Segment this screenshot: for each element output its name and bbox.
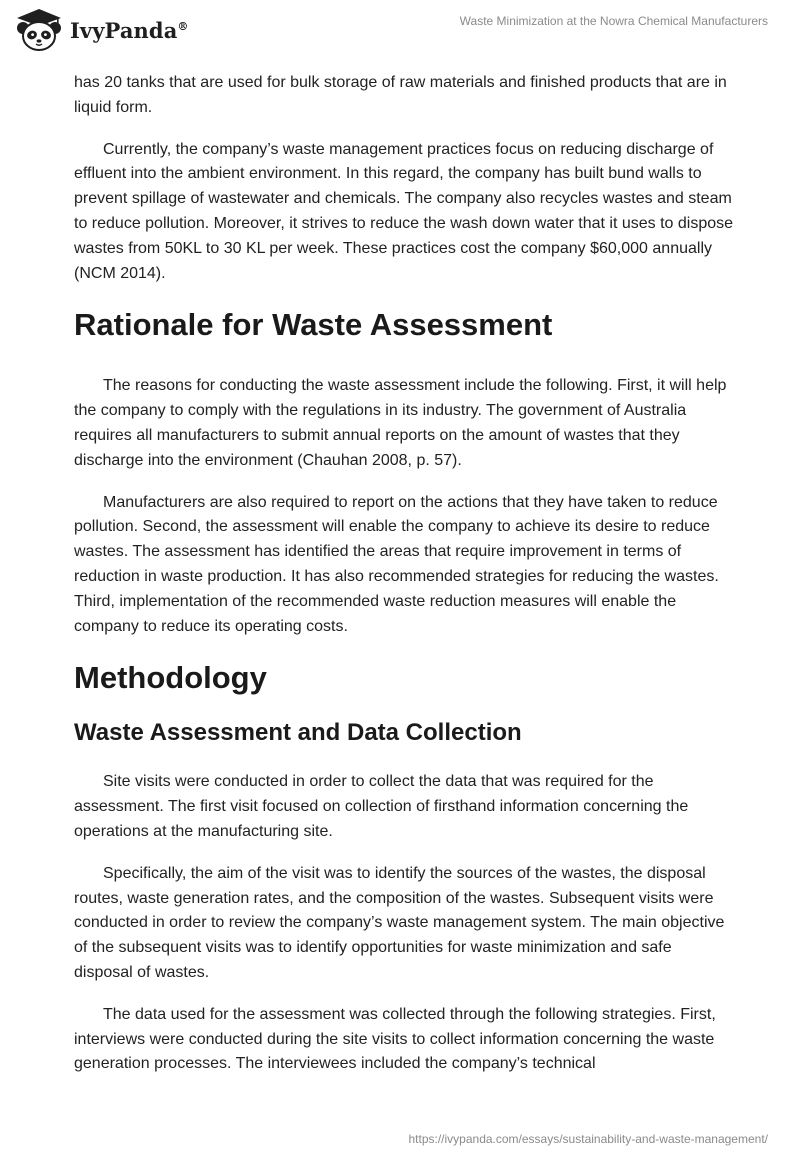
ivypanda-logo[interactable] [14,8,189,52]
paragraph: Manufacturers are also required to report on the actions that they have taken to reduce pollution. Second, the assessment will enable the company to achieve its desire to reduce wastes. The assessment has identified the areas that require improvement in terms of reduction in waste production. It has also recommended strategies for reducing the wastes. Third, implementation of the recommended waste reduction measures will enable the company to reduce its operating costs. [74,493,719,635]
paragraph: has 20 tanks that are used for bulk storage of raw materials and finished products that are in liquid form. [74,74,727,116]
source-url-link[interactable]: https://ivypanda.com/essays/sustainability-and-waste-management/ [408,1132,768,1146]
paragraph: Specifically, the aim of the visit was to identify the sources of the wastes, the disposal routes, waste generation rates, and the composition of the wastes. Subsequent visits were conducted in order to review the company’s waste management system. The main objective of the subsequent visits was to identify opportunities for waste minimization and safe disposal of wastes. [74,864,725,981]
heading-methodology: Methodology [74,660,267,696]
panda-graduation-cap-icon [14,8,64,52]
paragraph: Site visits were conducted in order to collect the data that was required for the assessment. The first visit focused on collection of firsthand information concerning the operations at the manufacturing site. [74,773,689,840]
paragraph: The reasons for conducting the waste assessment include the following. First, it will help the company to comply with the regulations in its industry. The government of Australia requires all manufacturers to submit annual reports on the amount of wastes that they discharge into the environment (Chauhan 2008, p. 57). [74,377,727,469]
document-title: Waste Minimization at the Nowra Chemical Manufacturers [459,14,768,28]
subheading-data-collection: Waste Assessment and Data Collection [74,719,522,747]
essay-body [74,71,734,1094]
logo-wordmark: IvyPanda® [70,17,189,43]
paragraph: Currently, the company’s waste management practices focus on reducing discharge of effluent into the ambient environment. In this regard, the company has built bund walls to prevent spillage of wastewater and chemicals. The company also recycles wastes and steam to reduce pollution. Moreover, it strives to reduce the wash down water that it uses to dispose wastes from 50KL to 30 KL per week. These practices cost the company $60,000 annually (NCM 2014). [74,140,734,282]
heading-rationale: Rationale for Waste Assessment [74,307,553,343]
page-header [0,0,800,60]
paragraph: The data used for the assessment was collected through the following strategies. First, interviews were conducted during the site visits to collect information concerning the waste generation processes. The interviewees included the company’s technical [74,1005,716,1073]
